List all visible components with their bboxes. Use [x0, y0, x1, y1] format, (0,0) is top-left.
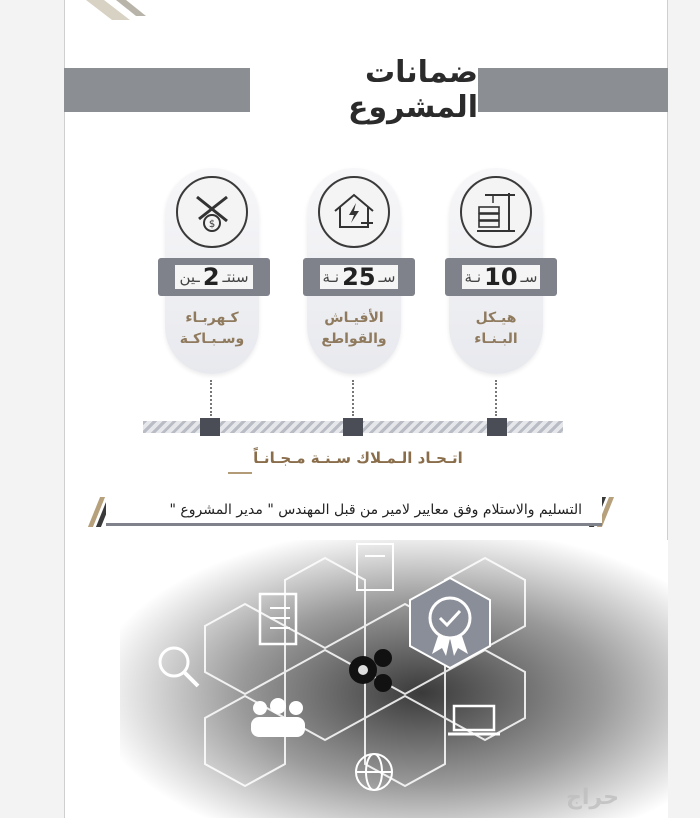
timeline-marker: [343, 418, 363, 436]
crane-bricks-icon: [460, 176, 532, 248]
page-border-left: [64, 0, 65, 818]
guarantee-label-structure: [441, 308, 551, 350]
delivery-statement-box: [106, 496, 602, 526]
years-number: 10: [484, 263, 518, 291]
years-word: سـ: [378, 268, 396, 286]
label-line-2: البـنـاء: [474, 331, 518, 347]
house-electric-icon: [318, 176, 390, 248]
guarantee-label-electric: [157, 308, 267, 350]
page-title: ضمانات المشروع: [348, 55, 478, 125]
delivery-statement: التسليم والاستلام وفق معايير لامير من قبل المهندس " مدير المشروع ": [169, 501, 582, 518]
years-word-end: نـة: [464, 268, 482, 286]
years-word-end: نـة: [322, 268, 340, 286]
underline-accent: [228, 472, 252, 474]
guarantee-label-plumbing: [299, 308, 409, 350]
years-number: 2: [202, 263, 220, 291]
timeline-connector: [352, 380, 354, 416]
svg-text:$: $: [208, 219, 216, 230]
timeline-connector: [210, 380, 212, 416]
timeline-marker: [200, 418, 220, 436]
years-word: سـ: [520, 268, 538, 286]
years-badge-plumbing: [303, 258, 415, 296]
label-line-2: والقواطع: [321, 331, 387, 347]
label-line-1: كـهربـاء: [185, 310, 239, 326]
hexagon-collage: [120, 540, 668, 818]
title-box: [250, 55, 478, 125]
years-badge-electric: [158, 258, 270, 296]
timeline-connector: [495, 380, 497, 416]
watermark: حراج: [566, 785, 619, 810]
label-line-1: هيـكل: [475, 310, 517, 326]
years-number: 25: [342, 263, 376, 291]
timeline-marker: [487, 418, 507, 436]
label-line-2: وسـبـاكـة: [179, 331, 245, 347]
label-line-1: الأفيـاش: [324, 310, 384, 326]
years-word: سنتـ: [222, 268, 249, 286]
tools-gear-icon: [176, 176, 248, 248]
years-word-end: ـين: [179, 268, 200, 286]
owners-union-text: اتـحـاد الـمـلاك سـنـة مـجـانـاً: [253, 449, 463, 467]
corner-decoration: [86, 0, 176, 24]
team-icon: [251, 698, 305, 737]
years-badge-structure: [445, 258, 557, 296]
